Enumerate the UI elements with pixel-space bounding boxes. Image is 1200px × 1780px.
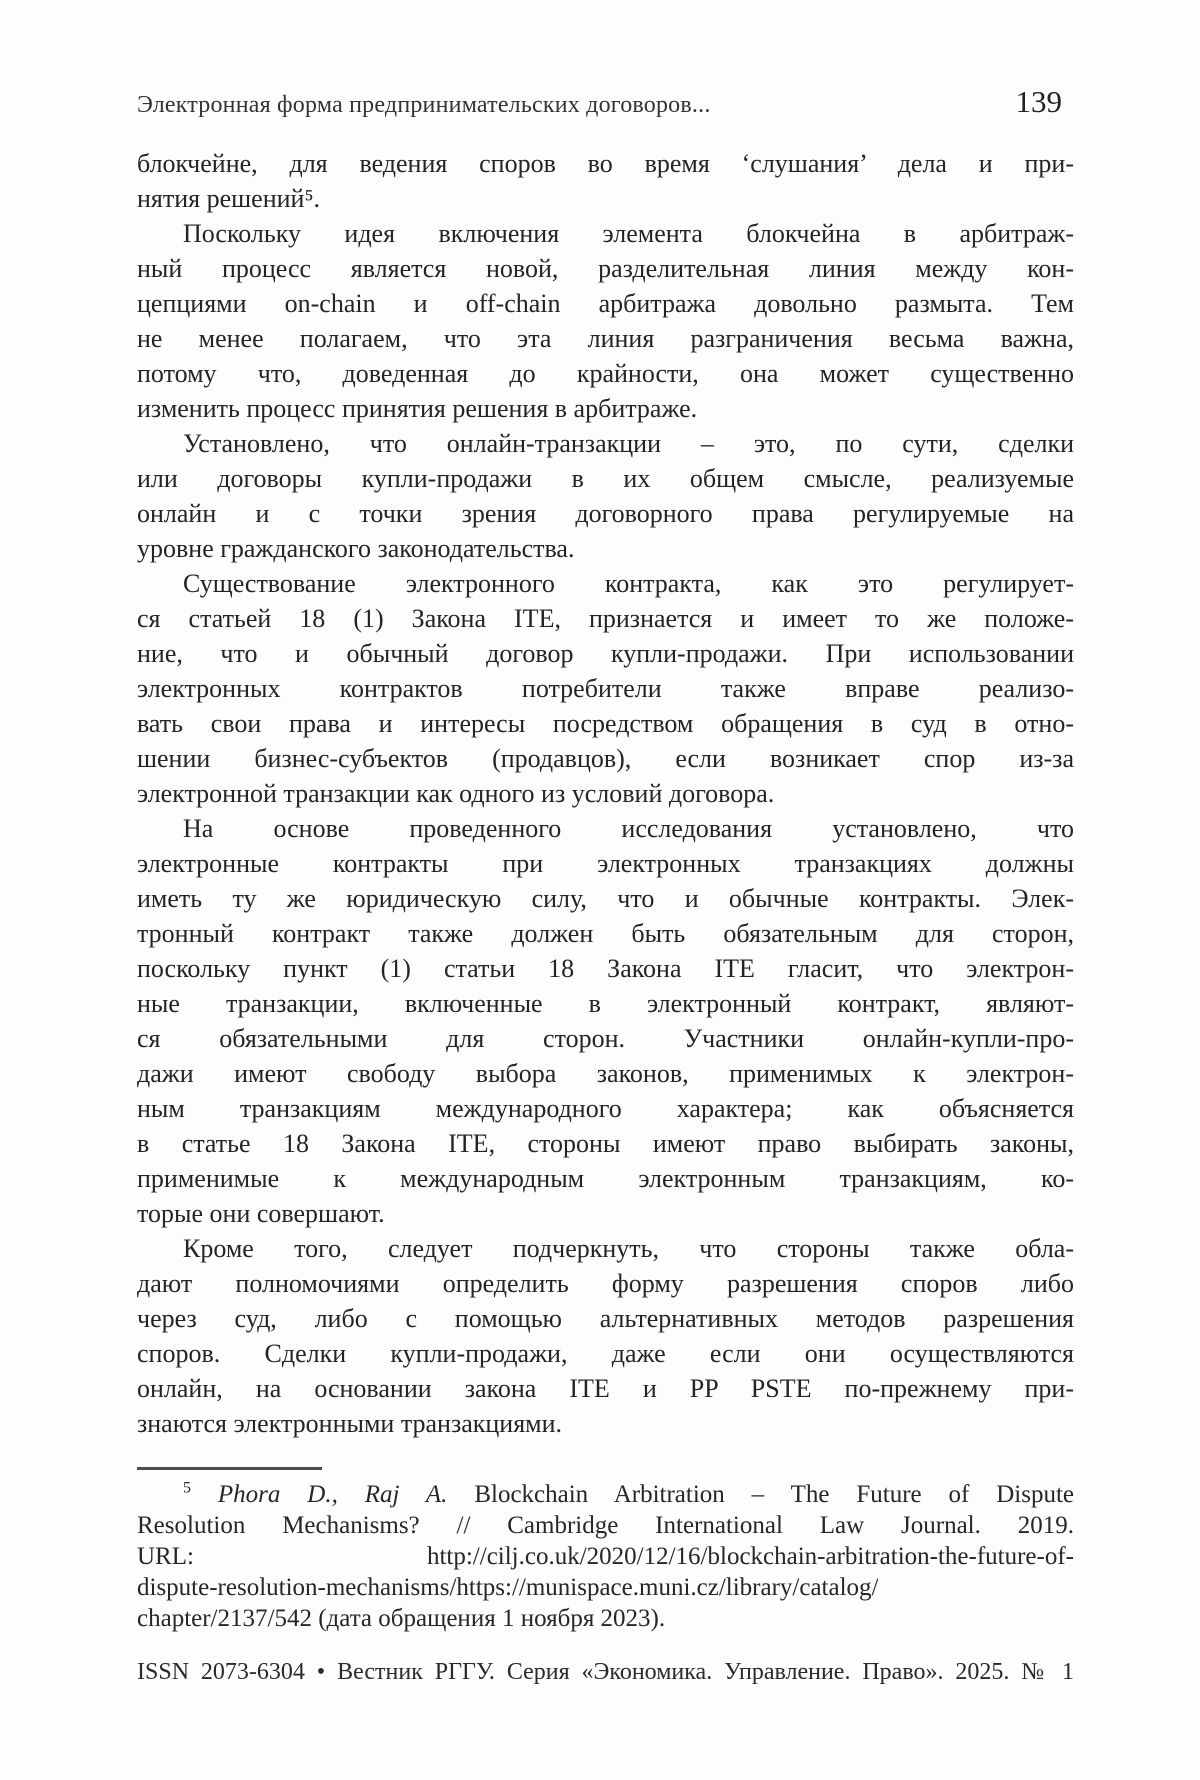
body-line: уровне гражданского законодательства. [137, 534, 575, 563]
body-line: вать свои права и интересы посредством обращения в суд в отно- [137, 709, 1074, 738]
body-line: шении бизнес-субъектов (продавцов), если возникает спор из-за [137, 744, 1074, 773]
body-line: блокчейне, для ведения споров во время ‘слушания’ дела и при- [137, 149, 1074, 178]
body-line: Поскольку идея включения элемента блокчейна в арбитраж- [183, 219, 1074, 248]
body-line: через суд, либо с помощью альтернативных методов разрешения [137, 1304, 1074, 1333]
body-line: дают полномочиями определить форму разрешения споров либо [137, 1269, 1074, 1298]
body-text [137, 146, 1074, 1441]
body-line: или договоры купли-продажи в их общем смысле, реализуемые [137, 464, 1074, 493]
body-line: Существование электронного контракта, как это регулирует- [183, 569, 1074, 598]
body-line: онлайн и с точки зрения договорного права регулируемые на [137, 499, 1074, 528]
body-line: Кроме того, следует подчеркнуть, что стороны также обла- [183, 1234, 1074, 1263]
running-head [137, 86, 1074, 119]
body-line: применимые к международным электронным транзакциям, ко- [137, 1164, 1074, 1193]
body-line: торые они совершают. [137, 1199, 385, 1228]
footnote-line: chapter/2137/542 (дата обращения 1 ноября 2023). [137, 1605, 666, 1632]
body-line: электронные контракты при электронных транзакциях должны [137, 849, 1074, 878]
body-line: онлайн, на основании закона ITE и PP PSTE по-прежнему при- [137, 1374, 1074, 1403]
body-line: знаются электронными транзакциями. [137, 1409, 563, 1438]
body-line: не менее полагаем, что эта линия разграничения весьма важна, [137, 324, 1074, 353]
body-line: электронной транзакции как одного из условий договора. [137, 779, 775, 808]
body-line: ный процесс является новой, разделительная линия между кон- [137, 254, 1074, 283]
body-line: цепциями on-chain и off-chain арбитража довольно размыта. Тем [137, 289, 1074, 318]
body-line: ные транзакции, включенные в электронный контракт, являют- [137, 989, 1074, 1018]
page-number: 139 [1015, 84, 1062, 119]
body-line: ние, что и обычный договор купли-продажи. При использовании [137, 639, 1074, 668]
footnote-line: URL: http://cilj.co.uk/2020/12/16/blockchain-arbitration-the-future-of- [137, 1543, 1074, 1570]
body-line: иметь ту же юридическую силу, что и обычные контракты. Элек- [137, 884, 1074, 913]
body-line: нятия решений⁵. [137, 184, 321, 213]
journal-imprint: ISSN 2073-6304 • Вестник РГГУ. Серия «Экономика. Управление. Право». 2025. № 1 [137, 1659, 1074, 1685]
footnote-authors: Phora D., Raj A. [217, 1481, 448, 1508]
footnote [137, 1479, 1074, 1634]
body-line: ся статьей 18 (1) Закона ITE, признается и имеет то же положе- [137, 604, 1074, 633]
body-line: в статье 18 Закона ITE, стороны имеют право выбирать законы, [137, 1129, 1074, 1158]
body-line: На основе проведенного исследования установлено, что [183, 814, 1074, 843]
footnote-line [137, 1479, 1074, 1510]
body-line: потому что, доведенная до крайности, она может существенно [137, 359, 1074, 388]
footnote-line: Resolution Mechanisms? // Cambridge International Law Journal. 2019. [137, 1512, 1074, 1539]
footnote-reference-text: Blockchain Arbitration – The Future of Dispute [447, 1481, 1075, 1508]
body-line: Установлено, что онлайн-транзакции – это, по сути, сделки [183, 429, 1074, 458]
body-line: дажи имеют свободу выбора законов, применимых к электрон- [137, 1059, 1074, 1088]
body-line: споров. Сделки купли-продажи, даже если они осуществляются [137, 1339, 1074, 1368]
running-title: Электронная форма предпринимательских договоров... [137, 92, 711, 118]
body-line: тронный контракт также должен быть обязательным для сторон, [137, 919, 1074, 948]
body-line: ся обязательными для сторон. Участники онлайн-купли-про- [137, 1024, 1074, 1053]
body-line: ным транзакциям международного характера; как объясняется [137, 1094, 1074, 1123]
footnote-marker: 5 [183, 1479, 191, 1497]
body-line: электронных контрактов потребители также вправе реализо- [137, 674, 1074, 703]
footnote-line: dispute-resolution-mechanisms/https://munispace.muni.cz/library/catalog/ [137, 1574, 879, 1601]
footnote-lines [137, 1510, 1074, 1634]
footnote-separator [137, 1467, 322, 1470]
body-line: поскольку пункт (1) статьи 18 Закона ITE гласит, что электрон- [137, 954, 1074, 983]
body-line: изменить процесс принятия решения в арбитраже. [137, 394, 698, 423]
